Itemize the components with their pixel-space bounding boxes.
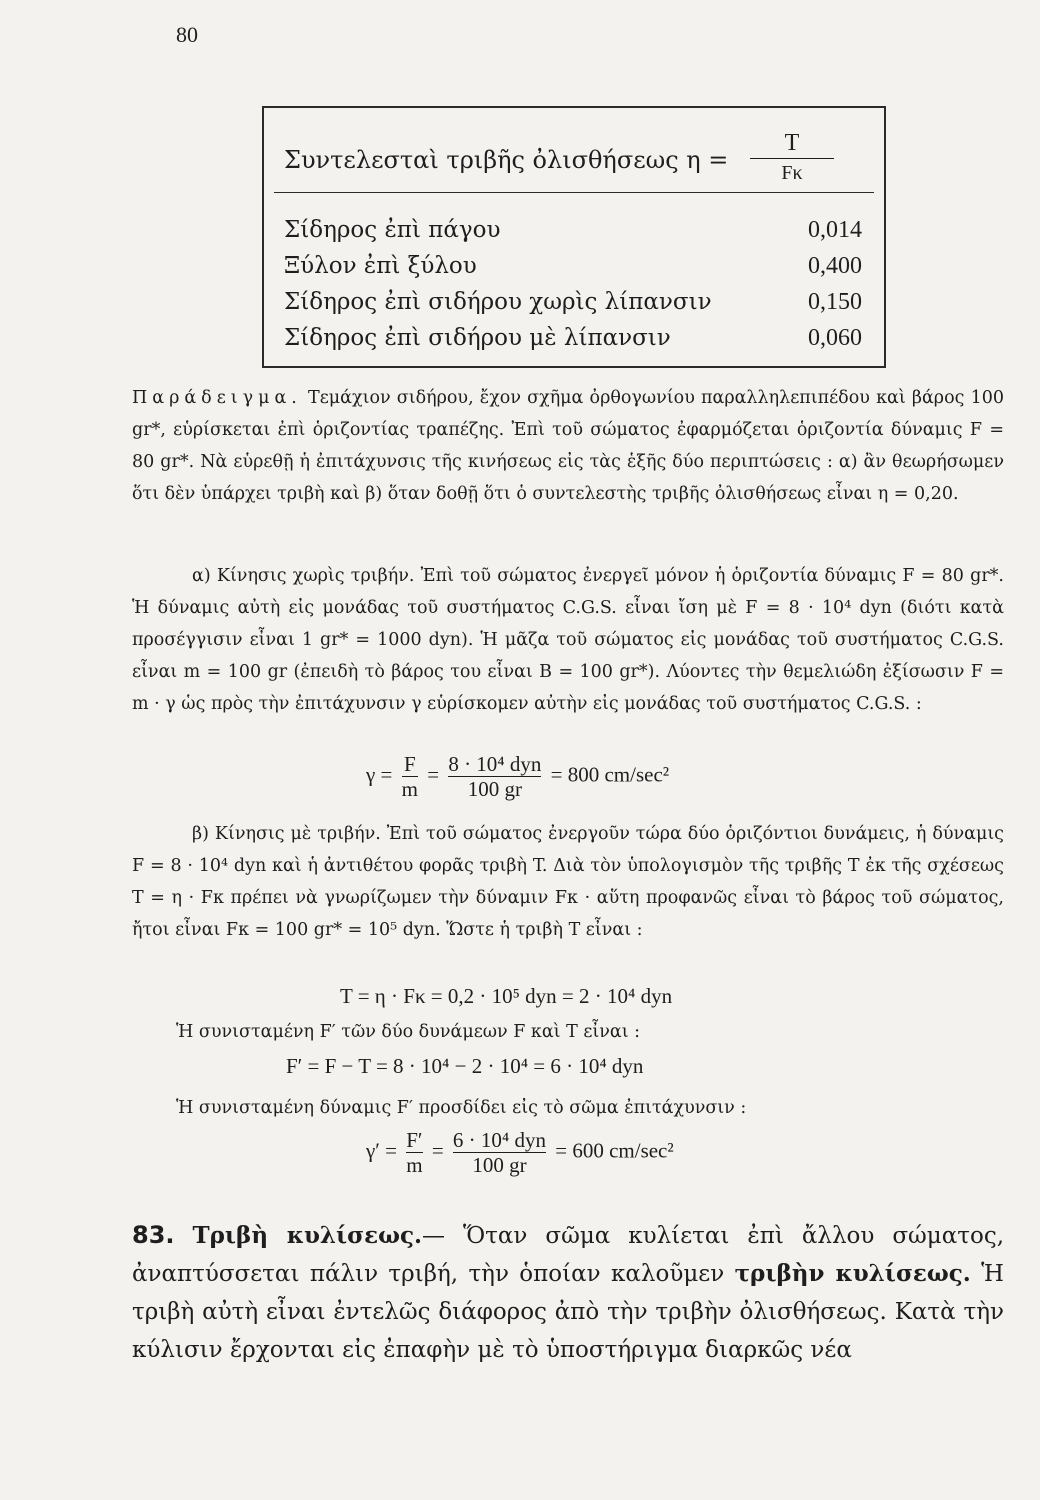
eq-numerator: F′ [406,1128,423,1152]
eq-denominator: m [401,777,418,801]
example-label: Παράδειγμα. [132,388,302,408]
equation-resultant-force: F′ = F − T = 8 · 10⁴ − 2 · 10⁴ = 6 · 10⁴ dyn [286,1054,644,1078]
equation-friction-force: T = η · Fκ = 0,2 · 10⁵ dyn = 2 · 10⁴ dyn [340,984,673,1008]
table-row [284,248,862,284]
section-dash: — [422,1223,446,1249]
resultant-text: Ἡ συνισταμένη F′ τῶν δύο δυνάμεων F καὶ T εἶναι : [176,1022,641,1042]
row-label: Σίδηρος ἐπὶ πάγου [284,217,501,243]
acceleration-line [176,1092,996,1124]
eq-denominator: 100 gr [467,777,522,801]
page-number: 80 [176,22,198,47]
table-row [284,212,862,248]
part-b-paragraph [132,818,1004,946]
table-rows [284,212,862,356]
section-text-1: Ὅταν σῶμα κυλίεται ἐπὶ ἄλλου σώματος, ἀναπτύσσεται πάλιν τριβή, τὴν ὁποίαν καλοῦμεν [132,1223,1005,1287]
eq-denominator: 100 gr [472,1153,527,1177]
part-b-text: β) Κίνησις μὲ τριβήν. Ἐπὶ τοῦ σώματος ἐνεργοῦν τώρα δύο ὁριζόντιοι δυνάμεις, ἡ δύναμις F = 8 · 10⁴ dyn καὶ ἡ ἀντιθέτου φορᾶς τριβὴ T. Διὰ τὸν ὑπολογισμὸν τῆς τριβῆς T ἐκ τῆς σχέσεως T = η · Fκ πρέπει νὰ γνωρίζωμεν τὴν δύναμιν Fκ · αὕτη προφανῶς εἶναι τὸ βάρος τοῦ σώματος, ἤτοι εἶναι Fκ = 100 gr* = 10⁵ dyn. Ὥστε ἡ τριβὴ T εἶναι : [132,824,1004,940]
fraction-denominator: Fκ [781,162,803,184]
section-bold-term: τριβὴν κυλίσεως. [734,1260,971,1287]
table-divider [274,192,874,193]
equation-acceleration-with-friction [366,1128,674,1177]
eq-numerator: 6 · 10⁴ dyn [452,1128,546,1152]
row-value: 0,014 [808,217,862,243]
eq-result: = 600 cm/sec² [555,1138,674,1163]
table-heading-fraction [746,128,838,187]
acceleration-text: Ἡ συνισταμένη δύναμις F′ προσδίδει εἰς τὸ σῶμα ἐπιτάχυνσιν : [176,1098,747,1118]
eq-lhs: γ = [366,762,393,787]
section-number: 83. [132,1221,175,1249]
part-a-paragraph [132,560,1004,720]
row-label: Σίδηρος ἐπὶ σιδήρου χωρὶς λίπανσιν [284,289,712,315]
table-heading [284,128,864,192]
example-text: Τεμάχιον σιδήρου, ἔχον σχῆμα ὀρθογωνίου παραλληλεπιπέδου καὶ βάρος 100 gr*, εὑρίσκεται ἐπὶ ὁριζοντίας τραπέζης. Ἐπὶ τοῦ σώματος ἐφαρμόζεται ὁριζοντία δύναμις F = 80 gr*. Νὰ εὑρεθῇ ἡ ἐπιτάχυνσις τῆς κινήσεως εἰς τὰς ἑξῆς δύο περιπτώσεις : α) ἂν θεωρήσωμεν ὅτι δὲν ὑπάρχει τριβὴ καὶ β) ὅταν δοθῇ ὅτι ὁ συντελεστὴς τριβῆς ὀλισθήσεως εἶναι η = 0,20. [132,388,1004,504]
section-text-2: Ἡ τριβὴ αὐτὴ εἶναι ἐντελῶς διάφορος ἀπὸ τὴν τριβὴν ὀλισθήσεως. Κατὰ τὴν κύλισιν ἔρχονται εἰς ἐπαφὴν μὲ τὸ ὑποστήριγμα διαρκῶς νέα [132,1261,1004,1363]
friction-coefficient-table [262,106,886,368]
resultant-line [176,1016,996,1048]
row-label: Σίδηρος ἐπὶ σιδήρου μὲ λίπανσιν [284,325,671,351]
row-label: Ξύλον ἐπὶ ξύλου [284,253,477,279]
eq-numerator: F [403,752,416,776]
eq-denominator: m [406,1153,423,1177]
table-row [284,320,862,356]
table-row [284,284,862,320]
row-value: 0,150 [808,289,862,315]
equation-acceleration-no-friction [366,752,669,801]
section-title: Τριβὴ κυλίσεως. [192,1222,423,1249]
row-value: 0,060 [808,325,862,351]
eq-result: = 800 cm/sec² [550,762,670,787]
eq-equals: = [431,1138,444,1163]
eq-fraction [448,752,541,801]
fraction-numerator: T [784,130,800,156]
eq-lhs: γ′ = [366,1138,397,1163]
eq-equals: = [427,762,440,787]
eq-numerator: 8 · 10⁴ dyn [448,752,542,776]
eq-fraction [406,1128,422,1177]
row-value: 0,400 [808,253,862,279]
section-83 [132,1216,1004,1369]
eq-fraction [402,752,418,801]
eq-fraction [453,1128,546,1177]
part-a-text: α) Κίνησις χωρὶς τριβήν. Ἐπὶ τοῦ σώματος ἐνεργεῖ μόνον ἡ ὁριζοντία δύναμις F = 80 gr*. Ἡ δύναμις αὐτὴ εἰς μονάδας τοῦ συστήματος C.G.S. εἶναι ἴση μὲ F = 8 · 10⁴ dyn (διότι κατὰ προσέγγισιν εἶναι 1 gr* = 1000 dyn). Ἡ μᾶζα τοῦ σώματος εἰς μονάδας τοῦ συστήματος C.G.S. εἶναι m = 100 gr (ἐπειδὴ τὸ βάρος του εἶναι B = 100 gr*). Λύοντες τὴν θεμελιώδη ἐξίσωσιν F = m · γ ὡς πρὸς τὴν ἐπιτάχυνσιν γ εὑρίσκομεν αὐτὴν εἰς μονάδας τοῦ συστήματος C.G.S. : [132,566,1004,714]
table-heading-label: Συντελεσταὶ τριβῆς ὀλισθήσεως η = [284,146,729,174]
example-paragraph [132,382,1004,510]
